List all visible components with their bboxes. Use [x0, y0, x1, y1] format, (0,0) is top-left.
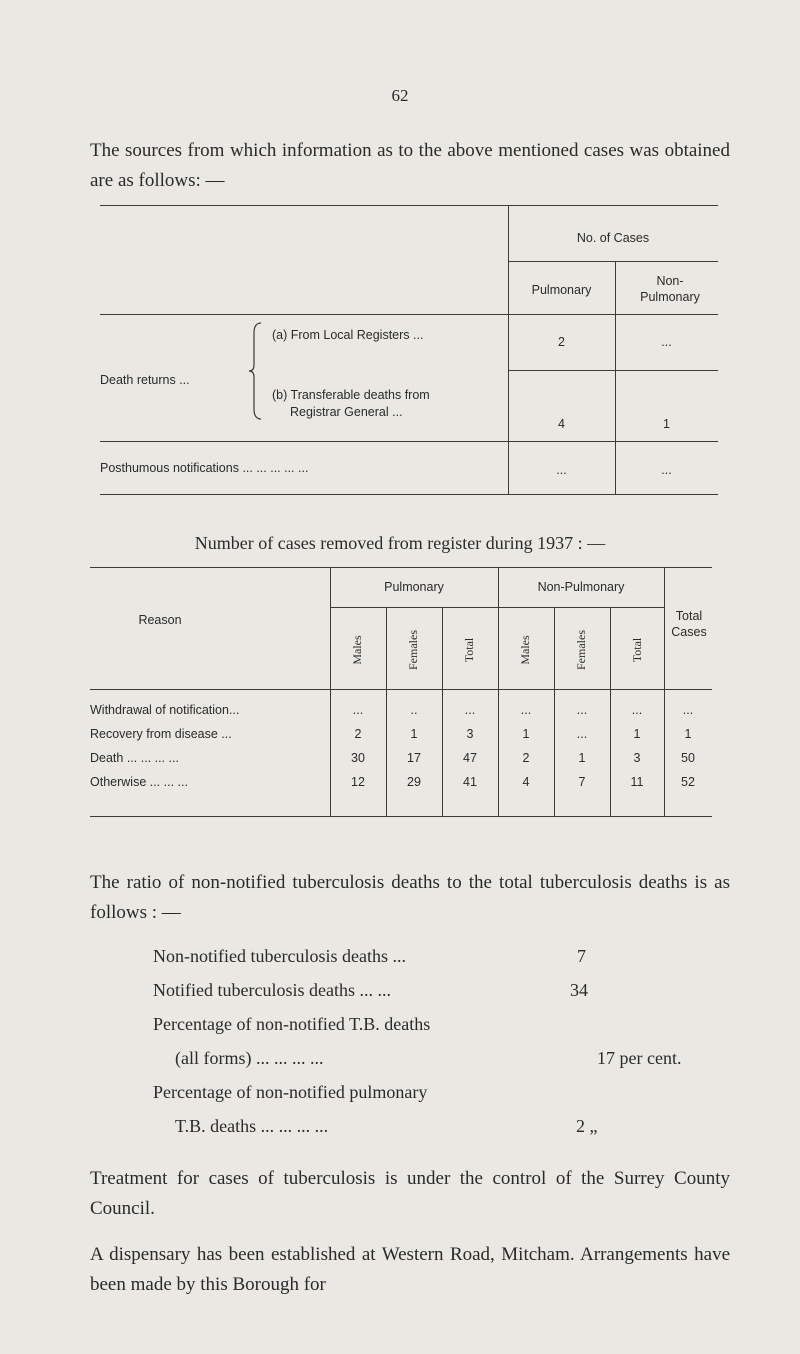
ratio-label-notified: Notified tuberculosis deaths ... ... [153, 980, 391, 1000]
table-cell: 50 [681, 751, 695, 765]
sub-header-males-pulm: Males [350, 635, 364, 665]
sub-header-females-pulm: Females [406, 630, 420, 670]
sub-header-males-nonpulm: Males [518, 635, 532, 665]
table-cell: ... [352, 703, 364, 717]
total-cases-col-header: Total Cases [671, 609, 707, 639]
table-row: Withdrawal of notification... [90, 703, 240, 717]
ratio-intro: The ratio of non-notified tuberculosis deaths to the total tuberculosis deaths is as follows : — [90, 872, 730, 923]
table-cell: 47 [463, 751, 477, 765]
table-cell: 2 [522, 751, 530, 765]
table-cell: ... [682, 703, 694, 717]
local-registers-label: (a) From Local Registers ... [272, 328, 424, 342]
intro-paragraph: The sources from which information as to the above mentioned cases was obtained are as follows: — [90, 140, 730, 191]
non-pulmonary-group-header: Non-Pulmonary [537, 580, 625, 594]
table-cell: 4 [522, 775, 530, 789]
table-cell: ... [464, 703, 476, 717]
table-cell: 17 [407, 751, 421, 765]
local-registers-non-pulmonary: ... [661, 335, 672, 349]
page-number: 62 [391, 86, 409, 105]
table-cell: 30 [351, 751, 365, 765]
ratio-label-non-notified: Non-notified tuberculosis deaths ... [153, 946, 406, 966]
treatment-paragraph: Treatment for cases of tuberculosis is under the control of the Surrey County Council. [90, 1168, 730, 1219]
table-cell: 1 [684, 727, 692, 741]
table-cell: 7 [578, 775, 586, 789]
table-row: Death ... ... ... ... [90, 751, 179, 765]
table-cell: ... [576, 703, 588, 717]
sources-table [100, 205, 718, 495]
dispensary-paragraph: A dispensary has been established at Western Road, Mitcham. Arrangements have been made by this Borough for [90, 1244, 730, 1295]
ratio-label-pct-all-line2: (all forms) ... ... ... ... [175, 1048, 324, 1068]
death-returns-label: Death returns ... [100, 373, 190, 387]
removed-table [90, 567, 712, 817]
table-cell: 1 [522, 727, 530, 741]
ratio-label-pct-pulm-line1: Percentage of non-notified pulmonary [153, 1082, 428, 1102]
transferable-pulmonary: 4 [558, 417, 565, 431]
pulmonary-group-header: Pulmonary [384, 580, 444, 594]
sub-header-total-pulm: Total [462, 637, 476, 663]
table-cell: 3 [466, 727, 474, 741]
table-cell: 2 [354, 727, 362, 741]
table-cell: 29 [407, 775, 421, 789]
ratio-value-pct-pulm: 2 „ [576, 1116, 598, 1136]
ratio-value-non-notified: 7 [577, 946, 586, 966]
local-registers-pulmonary: 2 [558, 335, 565, 349]
table-row: Otherwise ... ... ... [90, 775, 188, 789]
table-cell: ... [576, 727, 588, 741]
transferable-non-pulmonary: 1 [663, 417, 670, 431]
reason-col-header: Reason [138, 613, 182, 627]
table-cell: .. [410, 703, 418, 717]
removed-heading: Number of cases removed from register during 1937 : — [194, 533, 606, 553]
table-cell: 52 [681, 775, 695, 789]
pulmonary-col-header: Pulmonary [531, 283, 592, 297]
transferable-label-line2: Registrar General ... [290, 405, 403, 419]
table-cell: 1 [633, 727, 641, 741]
sub-header-total-nonpulm: Total [630, 637, 644, 663]
table-cell: 3 [633, 751, 641, 765]
non-pulmonary-col-header: Non- Pulmonary [640, 274, 700, 304]
ratio-value-pct-all: 17 per cent. [597, 1048, 682, 1068]
table-row: Recovery from disease ... [90, 727, 232, 741]
table-cell: 41 [463, 775, 477, 789]
sub-header-females-nonpulm: Females [574, 630, 588, 670]
table-cell: ... [520, 703, 532, 717]
table-cell: 1 [410, 727, 418, 741]
ratio-value-notified: 34 [570, 980, 588, 1000]
ratio-label-pct-all-line1: Percentage of non-notified T.B. deaths [153, 1014, 431, 1034]
posthumous-non-pulmonary: ... [661, 463, 672, 477]
no-of-cases-header: No. of Cases [576, 231, 650, 245]
transferable-label-line1: (b) Transferable deaths from [272, 388, 430, 402]
brace-icon [248, 321, 262, 421]
ratio-label-pct-pulm-line2: T.B. deaths ... ... ... ... [175, 1116, 329, 1136]
posthumous-pulmonary: ... [556, 463, 567, 477]
table-cell: ... [631, 703, 643, 717]
table-cell: 12 [351, 775, 365, 789]
posthumous-label: Posthumous notifications ... ... ... ... ... [100, 461, 309, 475]
table-cell: 11 [630, 775, 644, 789]
table-cell: 1 [578, 751, 586, 765]
